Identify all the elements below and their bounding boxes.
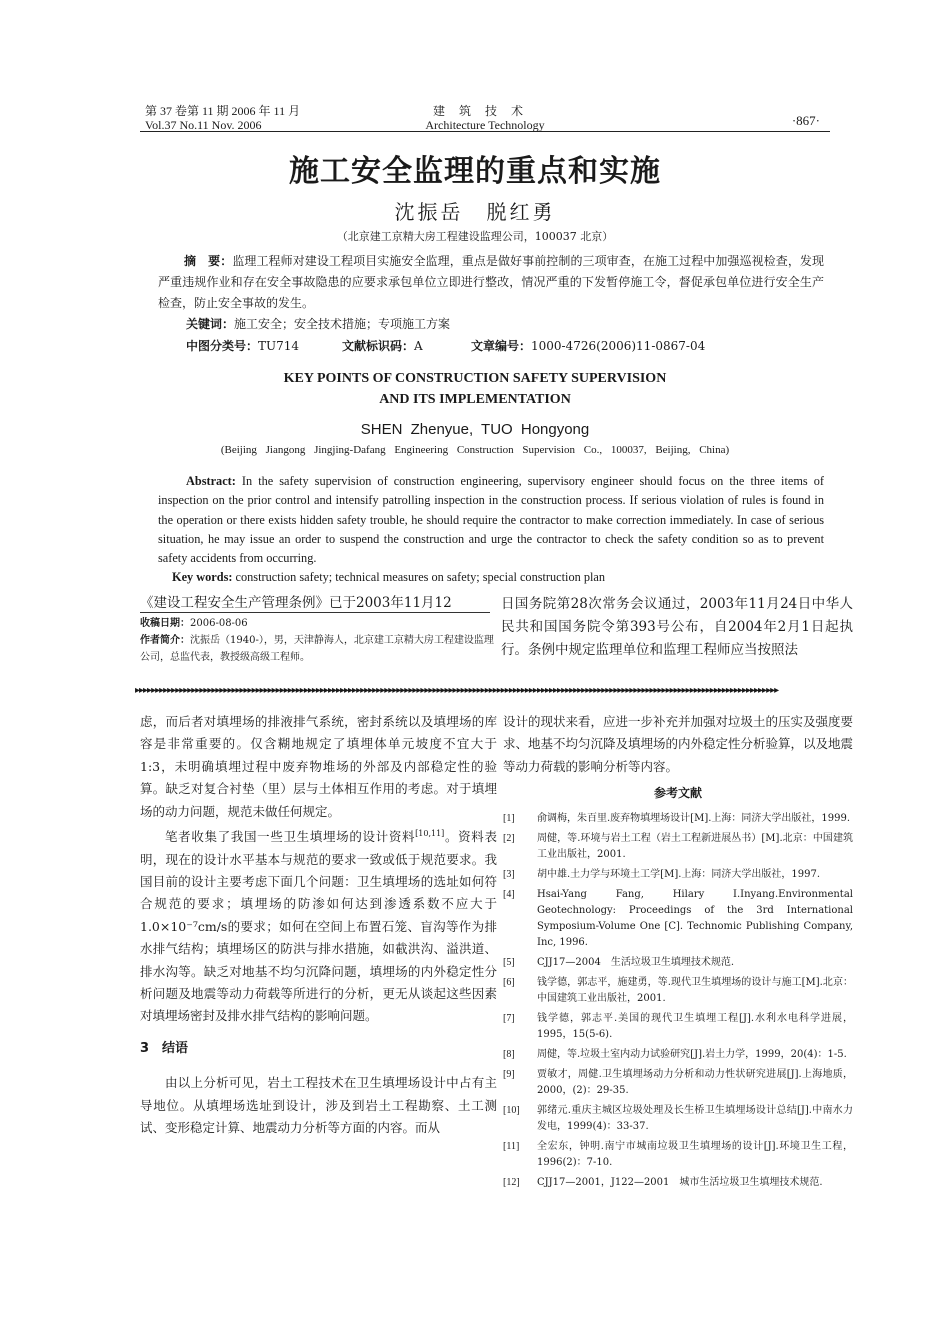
abstract-cn-label: 摘 要： [184,254,233,268]
author-bio: 沈振岳（1940-），男，天津静海人，北京建工京精大房工程建设监理公司，总监代表，教授级高级工程师。 [140,635,494,663]
reference-text: 胡中雄.土力学与环境土工学[M].上海：同济大学出版社，1997. [537,868,821,880]
reference-text: 全宏东，钟明.南宁市城南垃圾卫生填埋场的设计[J].环境卫生工程，1996(2)：7-10. [537,1140,853,1168]
paragraph: 设计的现状来看，应进一步补充并加强对垃圾土的压实及强度要求、地基不均匀沉降及填埋场的内外稳定性分析验算，以及地震等动力荷载的影响分析等内容。 [503,714,854,774]
right-column [503,711,853,1195]
doc-code [342,336,423,357]
clc-code [186,336,299,357]
section-heading: 3 结语 [140,1040,189,1056]
reference-number: [1] [503,812,515,824]
abstract-en [158,472,824,568]
left-column [140,711,497,1139]
reference-text: 郭绪元.重庆主城区垃圾处理及长生桥卫生填埋场设计总结[J].中南水力发电，1999(4)：33-37. [537,1104,853,1132]
english-title-line2: AND ITS IMPLEMENTATION [379,392,571,407]
reference-item [503,867,853,883]
article-number [471,336,705,357]
reference-number: [8] [503,1048,515,1060]
paragraph: 虑，而后者对填埋场的排液排气系统，密封系统以及填埋场的库容是非常重要的。仅含糊地规定了填埋体单元坡度不宜大于1:3，未明确填埋过程中废弃物堆场的外部及内部稳定性的验算。缺乏对复合衬垫（里）层与土体相互作用的考虑。对于填埋场的动力问题，规范未做任何规定。 [140,714,497,819]
abstract-cn-text: 监理工程师对建设工程项目实施安全监理，重点是做好事前控制的三项审查，在施工过程中加强巡视检查，发现严重违规作业和存在安全事故隐患的应要求承包单位立即进行整改，情况严重的下发暂停施工令，督促承包单位进行安全生产检查，防止安全事故的发生。 [158,254,824,310]
keywords-cn-label: 关键词： [186,317,235,331]
reference-item [503,955,853,971]
running-header-issue [145,104,300,132]
art-label: 文章编号： [471,339,532,353]
abstract-en-label: Abstract: [186,474,236,488]
reference-number: [5] [503,956,515,968]
abstract-en-text: In the safety supervision of construction engineering, supervisory engineer should focus on the three items of inspection on the prior control and intensify patrolling inspection in the construction process. If serious violation of rules is found in the operation or there exists hidden safety trouble, he should require the contractor to make correction immediately. In case of serious situation, he may issue an order to suspend the construction and urge the contractor to check the safety condition so as to prevent safety accidents from occurring. [158,474,824,566]
reference-item [503,975,853,1007]
received-label: 收稿日期： [140,618,190,629]
citation: [10,11] [415,829,445,839]
keywords-cn [186,314,450,335]
journal-name-cn: 建筑技术 [432,104,537,118]
section-divider: ▸▸▸▸▸▸▸▸▸▸▸▸▸▸▸▸▸▸▸▸▸▸▸▸▸▸▸▸▸▸▸▸▸▸▸▸▸▸▸▸▸▸▸▸▸▸▸▸▸▸▸▸▸▸▸▸▸▸▸▸▸▸▸▸▸▸▸▸▸▸▸▸▸▸▸▸▸▸▸▸▸▸▸▸▸▸▸▸▸▸▸▸▸▸▸▸▸▸▸▸▸▸▸▸▸▸▸▸▸▸▸▸▸▸▸▸▸▸▸▸▸▸▸▸▸▸▸▸▸▸▸▸▸▸▸▸▸▸▸▸▸▸▸▸▸▸▸▸▸▸▸▸▸▸▸▸▸▸▸▸ [135,685,779,696]
reference-item [503,1067,853,1099]
reference-text: 周健，等.垃圾土室内动力试验研究[J].岩土力学，1999，20(4)：1-5. [537,1048,847,1060]
reference-number: [12] [503,1176,520,1188]
reference-list [503,811,853,1191]
reference-text: 贾敏才，周健.卫生填埋场动力分析和动力性状研究进展[J].上海地质，2000，(2)：29-35. [537,1068,853,1096]
keywords-en [172,568,605,587]
reference-item [503,831,853,863]
footnote-author [140,632,500,666]
page-number: ·867· [791,113,820,128]
keywords-en-label: Key words: [172,570,233,584]
article-title: 施工安全监理的重点和实施 [289,154,661,189]
body-intro-right: 日国务院第28次常务会议通过，2003年11月24日中华人民共和国国务院令第393号公布，自2004年2月1日起执行。条例中规定监理单位和监理工程师应当按照法 [501,596,853,658]
article-authors: 沈振岳 脱红勇 [394,200,556,224]
reference-text: Hsai-Yang Fang, Hilary I.Inyang.Environmental Geotechnology: Proceedings of the 3rd International Symposium-Volume One [C]. Technomic Publishing Company, Inc, 1996. [537,888,853,948]
reference-text: CJJ17—2004 生活垃圾卫生填埋技术规范. [537,956,735,968]
reference-item [503,1103,853,1135]
footnote-rule [140,612,490,613]
paragraph-text: 笔者收集了我国一些卫生填埋场的设计资料 [165,829,416,845]
english-authors: SHEN Zhenyue, TUO Hongyong [360,421,590,438]
reference-item [503,811,853,827]
header-rule [140,131,830,132]
author-bio-label: 作者简介： [140,635,190,646]
art-value: 1000-4726(2006)11-0867-04 [531,339,706,353]
reference-number: [7] [503,1012,515,1024]
received-date: 2006-08-06 [190,618,248,629]
issue-en: Vol.37 No.11 Nov. 2006 [145,118,262,132]
reference-text: 钱学德，郭志平.美国的现代卫生填埋工程[J].水利水电科学进展，1995，15(5-6). [537,1012,853,1040]
reference-text: 钱学德，郭志平，施建勇，等.现代卫生填埋场的设计与施工[M].北京：中国建筑工业出版社，2001. [537,976,853,1004]
body-intro-left: 《建设工程安全生产管理条例》已于2003年11月12 [140,595,452,611]
paragraph [140,823,497,1028]
abstract-cn [158,251,824,314]
keywords-cn-text: 施工安全；安全技术措施；专项施工方案 [234,317,451,331]
reference-text: 俞调梅，朱百里.废弃物填埋场设计[M].上海：同济大学出版社，1999. [537,812,851,824]
reference-item [503,1139,853,1171]
footnote-received [140,615,500,632]
journal-name-en: Architecture Technology [425,118,545,132]
article-affiliation: （北京建工京精大房工程建设监理公司，100037 北京） [336,230,614,243]
keywords-en-text: construction safety; technical measures on safety; special construction plan [235,570,605,584]
reference-item [503,887,853,951]
reference-item [503,1047,853,1063]
reference-number: [4] [503,888,515,900]
reference-number: [3] [503,868,515,880]
doc-value: A [414,339,423,353]
reference-number: [9] [503,1068,515,1080]
clc-label: 中图分类号： [186,339,259,353]
running-header-journal [395,104,575,132]
clc-value: TU714 [258,339,300,353]
reference-number: [6] [503,976,515,988]
reference-number: [11] [503,1140,520,1152]
english-title [0,368,950,410]
doc-label: 文献标识码： [342,339,415,353]
reference-text: CJJ17—2001，J122—2001 城市生活垃圾卫生填埋技术规范. [537,1176,823,1188]
reference-text: 周健，等.环境与岩土工程（岩土工程新进展丛书）[M].北京：中国建筑工业出版社，2001. [537,832,853,860]
paragraph-text: 。资料表明，现在的设计水平基本与规范的要求一致或低于规范要求。我国目前的设计主要考虑下面几个问题：卫生填埋场的选址如何符合规范的要求；填埋场的防渗如何达到渗透系数不应大于1.0×10⁻⁷cm/s的要求；如何在空间上布置石笼、盲沟等作为排水排气结构；填埋场区的防洪与排水措施，如截洪沟、溢洪道、排水沟等。缺乏对地基不均匀沉降问题，填埋场的内外稳定性分析问题及地震等动力荷载等所进行的分析，更无从谈起这些因素对填埋场密封及排水排气结构的影响问题。 [140,829,497,1024]
reference-number: [10] [503,1104,520,1116]
english-affiliation: (Beijing Jiangong Jingjing-Dafang Engineering Construction Supervision Co., 100037, Beijing, China) [220,444,730,456]
english-title-line1: KEY POINTS OF CONSTRUCTION SAFETY SUPERVISION [283,371,667,386]
reference-item [503,1175,853,1191]
footnote [140,615,500,666]
paragraph: 由以上分析可见，岩土工程技术在卫生填埋场设计中占有主导地位。从填埋场选址到设计，涉及到岩土工程勘察、土工测试、变形稳定计算、地震动力分析等方面的内容。而从 [140,1075,497,1136]
reference-number: [2] [503,832,515,844]
reference-item [503,1011,853,1043]
references-heading: 参考文献 [653,786,702,801]
issue-cn: 第 37 卷第 11 期 2006 年 11 月 [145,104,301,118]
